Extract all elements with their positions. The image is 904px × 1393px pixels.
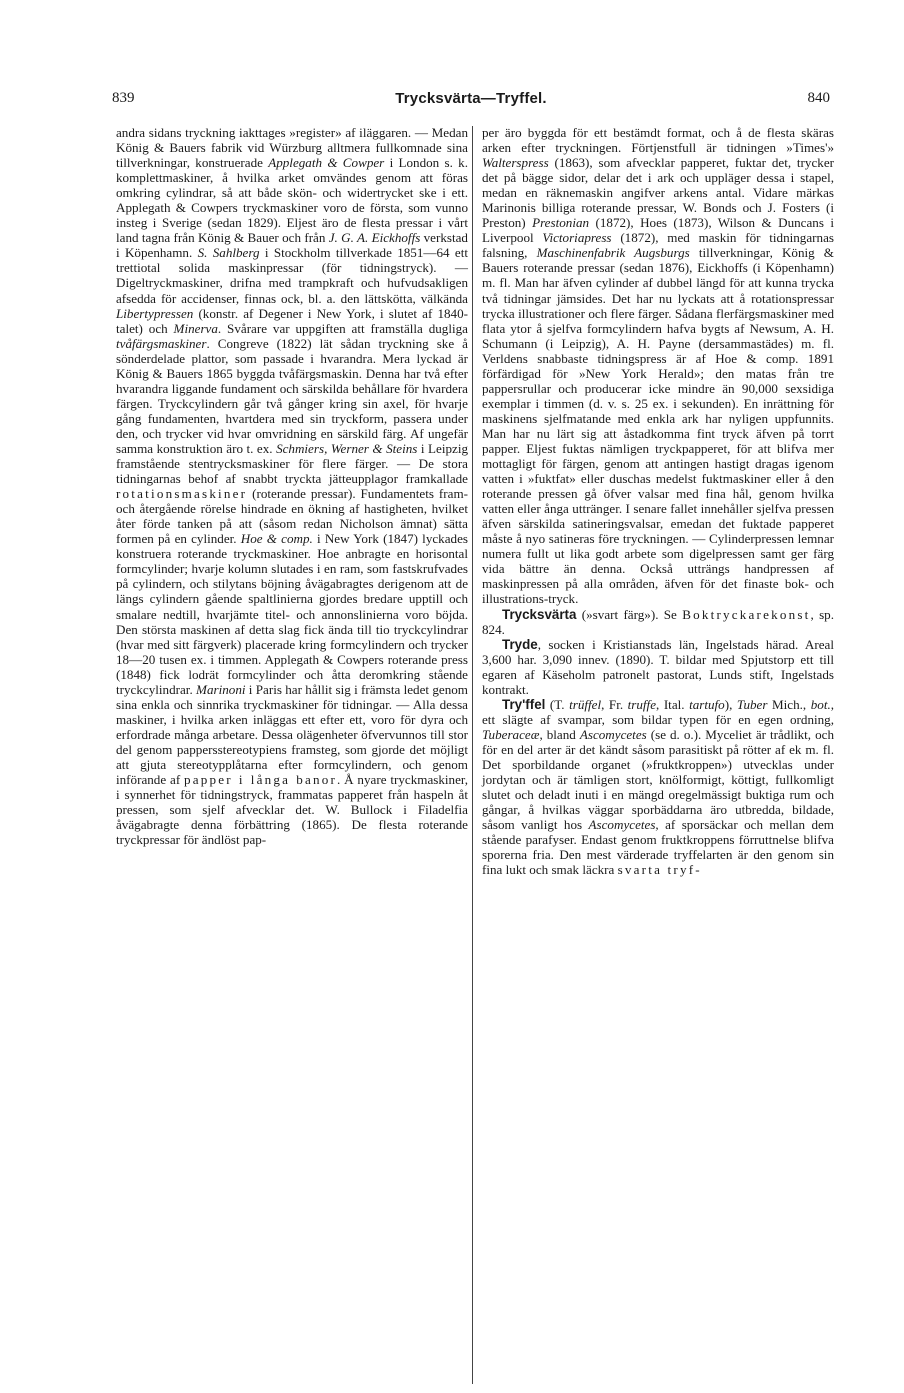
running-title: Trycksvärta—Tryffel. xyxy=(395,90,547,107)
page-number-left: 839 xyxy=(112,90,135,106)
page-number-right: 840 xyxy=(807,90,830,106)
column-divider xyxy=(472,126,473,1384)
right-column xyxy=(482,125,834,877)
left-column xyxy=(116,125,468,847)
entry-tryffel: Try'ffel (T. trüffel, Fr. truffe, Ital. tartufo), Tuber Mich., bot., ett slägte af svampar, som bildar typen för en egen ordning, Tuberaceæ, bland Ascomycetes (se d. o.). Myceliet är trådlikt, och för en del arter är det kändt såsom parasitiskt på rötter af ek m. fl. Det sporbildande organet (»fruktkroppen») utvecklas under jordytan och är tämligen stort, knölformigt, köttigt, fullkomligt slutet och deladt inuti i en mängd oregelmässigt buktiga rum och gångar, å hvilkas väggar sporbäddarna äro utbredda, bildade, såsom vanligt hos Ascomycetes, af sporsäckar och mellan dem stående parafyser. Endast genom fruktkroppens förruttnelse blifva sporerna fria. Den mest värderade tryffelarten är den genom sin fina lukt och smak läckra svarta tryf- xyxy=(482,696,835,878)
headword: Trycksvärta xyxy=(502,606,577,622)
entry-tryde: Tryde, socken i Kristianstads län, Ingelstads härad. Areal 3,600 har. 3,090 innev. (1890). T. bildar med Spjutstorp ett till egaren af Käseholm patronelt pastorat, Lunds stift, Ingelstads kontrakt. xyxy=(482,636,834,697)
paragraph: per äro byggda för ett bestämdt format, och å de flesta skäras arken efter tryckningen. Förtjenstfull är tidningen »Times'» Walterspress (1863), som afvecklar papperet, fuktar det, trycker det på bägge sidor, delar det i ark och uppläger dessa i stapel, medan en räknemaskin angifver arkens antal. Vidare märkas Marinonis billiga roterande pressar, W. Bonds och J. Fosters (i Preston) Prestonian (1872), Hoes (1873), Wilson & Duncans i Liverpool Victoriapress (1872), med maskin för tidningarnas falsning, Maschinenfabrik Augsburgs tillverkningar, König & Bauers roterande pressar (sedan 1876), Eickhoffs (i Köpenhamn) m. fl. Man har äfven cylinder af dubbel längd för att kunna trycka två tidningar jämsides. Det har nu lyckats att å rotationspressar trycka illustrationer och flere färger. Sådana flerfärgsmaskiner med flata ytor å sjelfva formcylindern hafva bygts af Newsum, A. H. Schumann (i Leipzig), A. H. Payne (dersammastädes) m. fl. Verldens snabbaste tidningspress är af Hoe & comp. 1891 förfärdigad för »New York Herald»; den matas från tre pappersrullar och producerar icke mindre än 90,000 sexsidiga exemplar i timmen (d. v. s. 25 ex. i sekunden). En inrättning för maskinens sjelfmatande med enkla ark har nyligen uppfunnits. Man har nu lärt sig att åstadkomma fint tryck äfven på torrt papper. Eljest fuktas nämligen tryckpapperet, för att blifva mer mottagligt för färgen, genom att antingen hastigt dragas igenom vatten i »fuktfat» eller duschas medelst fuktmaskiner eller å den roterande pressen gå öfver valsar med fina hål, genom hvilka vatten eller ånga uttränger. I senare fallet innehåller sjelfva pressen äfven särskilda satineringsvalsar, emedan det fuktade papperet måste å nyo satineras före tryckningen. — Cylinderpressen lemnar numera fullt ut lika godt arbete som digelpressen samt ger färg vida bättre än denna. Också utträngs handpressen af maskinpressen på alla områden, äfven för det finaste bok- och illustrations-tryck. xyxy=(482,125,835,607)
paragraph: andra sidans tryckning iakttages »register» af iläggaren. — Medan König & Bauers fabrik vid Würzburg alltmera fullkomnade sina tillverkningar, konstruerade Applegath & Cowper i London s. k. komplettmaskiner, å hvilka arket omvändes genom att föras omkring cylindrar, så att både skön- och widertrycket ske i ett. Applegath & Cowpers tryckmaskiner voro de första, som vunno insteg i Sverige (sedan 1829). Eljest äro de flesta pressar i vårt land tagna från König & Bauer och från J. G. A. Eickhoffs verkstad i Köpenhamn. S. Sahlberg i Stockholm tillverkade 1851—64 ett trettiotal solida maskinpressar (för tidningstryck). — Digeltryckmaskiner, drifna med trampkraft och hufvudsakligen afsedda för accidenser, finnas ock, bl. a. den lättskötta, välkända Libertypressen (konstr. af Degener i New York, i slutet af 1840-talet) och Minerva. Svårare var uppgiften att framställa dugliga tvåfärgsmaskiner. Congreve (1822) lät sådan tryckning ske å sönderdelade plattor, som passade i hvarandra. Mera lyckad är König & Bauers 1865 byggda tvåfärgsmaskin. Denna har två efter hvarandra liggande fundament och särskilda behållare för hvardera färgen. Tryckcylindern går två gånger kring sin axel, för hvarje gång fundamenten, hvartdera med sin tryckform, passera under den, och trycker vid hvar omvridning en särskild färg. Af ungefär samma konstruktion äro t. ex. Schmiers, Werner & Steins i Leipzig framstående stentrycksmaskiner för flere färger. — De stora tidningarnas behof af snabbt tryckta jätteupplagor framkallade rotationsmaskiner (roterande pressar). Fundamentets fram- och återgående rörelse hindrade en ökning af hastigheten, hvilket åter förde tanken på att (såsom redan Nicholson ämnat) sätta formen på en cylinder. Hoe & comp. i New York (1847) lyckades konstruera roterande tryckmaskiner. Hoe anbragte en horisontal formcylinder; hvarje kolumn slutades i en ram, som fastskrufvades på cylindern, och stilytans böjning åvägabragtes derigenom att de längs cylindern gående spaltlinierna gjordes bredare upptill och smalare nedtill, hvarjämte titel- och annonslinierna voro böjda. Den största maskinen af detta slag fick ända till tio tryckcylindrar (hvar med sitt färgverk) placerade kring formcylindern och trycker 18—20 tusen ex. i timmen. Applegath & Cowpers roterande press (1848) fick lodrät formcylinder och åtta deromkring stående tryckcylindrar. Marinoni i Paris har hållit sig i främsta ledet genom sina enkla och sinnrika tryckmaskiner för tidningar. — Alla dessa maskiner, i hvilka arken inläggas ett efter ett, voro för dyra och erfordrade många arbetare. Dessa olägenheter öfvervunnos till stor del genom pappersstereotypiens framsteg, som gjorde det möjligt att gjuta stereotypplåtarna efter formcylindern, och genom införande af papper i långa banor. Å nyare tryckmaskiner, i synnerhet för tidningstryck, frammatas papperet från haspeln åt pressen, som sjelf afvecklar det. W. Bullock i Filadelfia åvägabragte denna förbättring (1865). De flesta roterande tryckpressar för ändlöst pap- xyxy=(116,125,469,848)
page-header xyxy=(112,90,830,114)
headword: Tryde xyxy=(502,636,538,652)
entry-trycksvarta: Trycksvärta (»svart färg»). Se Boktryckarekonst, sp. 824. xyxy=(482,606,834,637)
headword: Try'ffel xyxy=(502,696,546,712)
